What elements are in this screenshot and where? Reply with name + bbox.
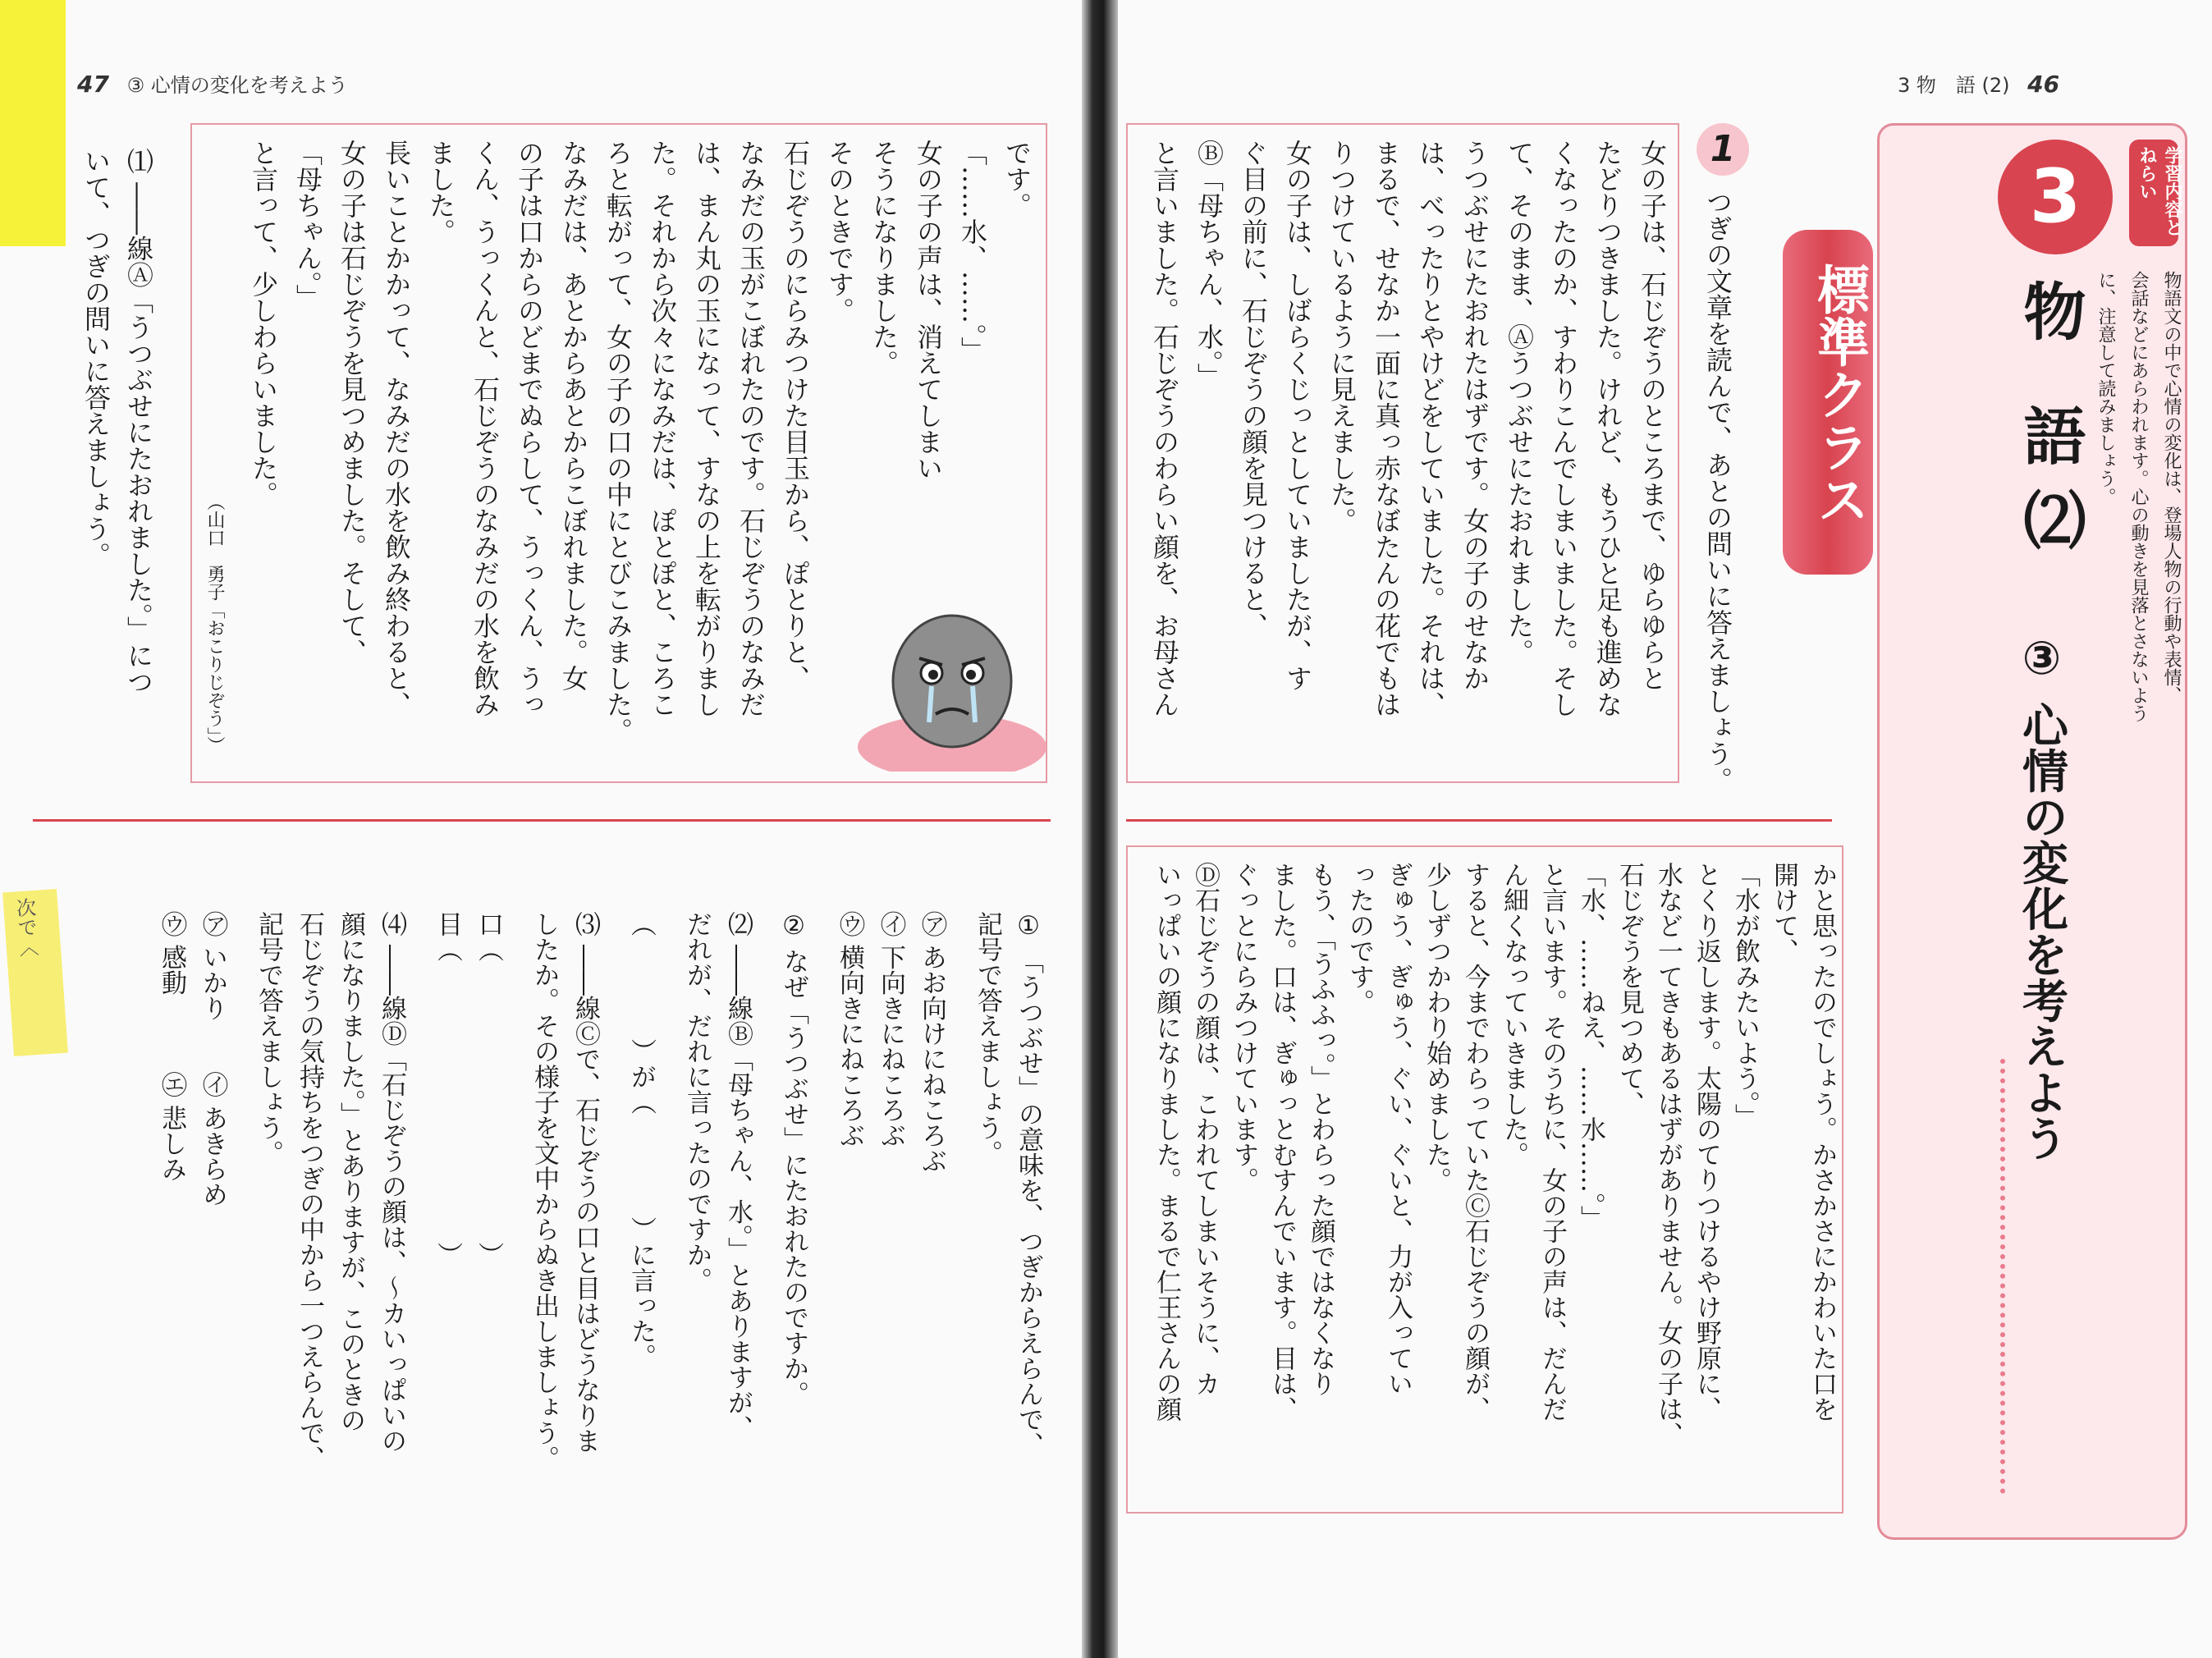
aims-line: 会話などにあらわれます。心の動きを見落とさないよう	[2128, 271, 2149, 722]
left-section-title: ③ 心情の変化を考えよう	[126, 74, 348, 97]
passage-line: ぐ目の前に、石じぞうの顔を見つけると、	[1238, 140, 1269, 639]
passage-line: すると、今までわらっていたⒸ石じぞうの顔が、	[1460, 862, 1490, 1422]
question-2: だれが、だれに言ったのですか。	[682, 911, 712, 1293]
passage-line: Ⓑ「母ちゃん、水。」	[1193, 140, 1225, 389]
passage-line: 「水、……ねえ、……水……。」	[1576, 862, 1605, 1231]
question-4: ⑷ ――線Ⓓ「石じぞうの顔は、～カいっぱいの	[377, 911, 406, 1454]
passage-line: て、そのまま、Ⓐうつぶせにたおれました。	[1504, 140, 1535, 665]
choice: ㋐ いかり ㋑ あきらめ	[198, 911, 227, 1207]
passage-line: ぎゅう、ぎゅう、ぐい、ぐいと、力が入ってい	[1383, 862, 1413, 1396]
right-section-title: 3 物 語 (2)	[1898, 74, 2010, 97]
passage-line: 開けて、	[1769, 862, 1798, 964]
passage-line: ろと転がって、女の子の口の中にとびこみました。	[602, 140, 634, 744]
passage-line: は、べったりとやけどをしていました。それは、	[1415, 140, 1446, 717]
unit-number-badge: 3	[1998, 140, 2113, 254]
passage-line: と言います。そのうちに、女の子の声は、だんだ	[1537, 862, 1567, 1422]
section-divider-right	[1126, 819, 1832, 822]
left-header	[77, 69, 348, 98]
choice: ㋑ 下向きにねころぶ	[876, 911, 905, 1148]
passage-line: は、まん丸の玉になって、すなの上を転がりまし	[691, 140, 722, 717]
standard-class-banner	[1783, 230, 1873, 575]
passage-line: たどりつきました。けれど、もうひと足も進めな	[1592, 140, 1624, 717]
problem-instruction: つぎの文章を読んで、あとの問いに答えましょう。	[1702, 189, 1733, 793]
crying-jizo-illustration	[854, 607, 1051, 772]
passage-line: 石じぞうのにらみつけた目玉から、ぽとりと、	[780, 140, 811, 691]
question-line: いて、つぎの問いに答えましょう。	[80, 148, 112, 568]
sticky-note	[2, 889, 68, 1056]
passage-line: ました。	[425, 140, 456, 245]
answer-blank[interactable]: 目（ ）	[433, 911, 462, 1267]
question-line: ⑴ ――線Ⓐ「うつぶせにたおれました。」につ	[123, 148, 154, 695]
passage-line: うつぶせにたおれたはずです。女の子のせなか	[1459, 140, 1491, 691]
question-3: したか。その様子を文中からぬき出しましょう。	[529, 911, 559, 1471]
passage-line: 長いことかかって、なみだの水を飲み終わると、	[381, 140, 412, 717]
passage-line: そうになりました。	[868, 140, 900, 376]
left-page	[0, 0, 1082, 1658]
passage-right-bottom	[1129, 862, 1835, 1502]
question-1-2: ② なぜ「うつぶせ」にたおれたのですか。	[779, 911, 808, 1407]
book-gutter	[1082, 0, 1118, 1658]
section-divider	[33, 819, 1051, 822]
answer-blank[interactable]: （ ）が（ ）に言った。	[626, 911, 656, 1369]
passage-line: た。それから次々になみだは、ぽとぽと、ころこ	[647, 140, 678, 717]
right-page-number: 46	[2027, 71, 2060, 98]
passage-line: 女の子は、しばらくじっとしていましたが、す	[1282, 140, 1313, 691]
passage-line: 水など一てきもあるはずがありません。女の子は、	[1653, 862, 1683, 1447]
question-4: 石じぞうの気持ちをつぎの中から一つえらんで、	[295, 911, 324, 1471]
passage-line: りつけているように見えました。	[1326, 140, 1358, 534]
passage-line: と言いました。石じぞうのわらい顔を、お母さん	[1149, 140, 1180, 717]
question-1-1: 記号で答えましょう。	[973, 911, 1002, 1166]
passage-line: です。	[1001, 140, 1033, 218]
left-page-number: 47	[77, 71, 109, 98]
question-1-intro	[74, 148, 156, 804]
question-2: ⑵ ――線Ⓑ「母ちゃん、水。」とありますが、	[723, 911, 753, 1441]
passage-line: の子は口からのどまでぬらして、うっくん、うっ	[514, 140, 545, 717]
passage-line: Ⓓ石じぞうの顔は、こわれてしまいそうに、カ	[1190, 862, 1220, 1396]
passage-line: まるで、せなか一面に真っ赤なぼたんの花でもは	[1371, 140, 1402, 717]
passage-line: 「母ちゃん。」	[292, 140, 323, 310]
source-citation: （山口 勇子「おこりじぞう」）	[204, 492, 225, 754]
passage-line: なみだは、あとからあとからこぼれました。女	[558, 140, 589, 691]
answer-blank[interactable]: 口（ ）	[474, 911, 503, 1267]
question-4: 記号で答えましょう。	[254, 911, 283, 1166]
passage-right-top	[1129, 140, 1671, 772]
passage-line: そのときです。	[824, 140, 855, 323]
passage-line: いっぱいの顔になりました。まるで仁王さんの顔	[1152, 862, 1181, 1422]
aims-text	[2072, 271, 2182, 927]
question-1-1: ① 「うつぶせ」の意味を、つぎからえらんで、	[1014, 911, 1043, 1458]
passage-line: と言って、少しわらいました。	[248, 140, 279, 507]
banner-text: 標準クラス	[1808, 263, 1869, 525]
passage-line: なみだの玉がこぼれたのです。石じぞうのなみだ	[735, 140, 767, 717]
passage-line: ん細くなっていきました。	[1499, 862, 1528, 1167]
passage-line: くなったのか、すわりこんでしまいました。そし	[1548, 140, 1579, 717]
passage-line: 女の子は石じぞうを見つめました。そして、	[337, 140, 368, 665]
highlight-marker	[0, 0, 66, 246]
right-header	[1898, 69, 2059, 98]
passage-line: ぐっとにらみつけています。	[1229, 862, 1258, 1193]
problem-number: 1	[1697, 123, 1749, 176]
unit-subtitle: ③ 心情の変化を考えよう	[2015, 632, 2068, 1161]
choice: ㋒ 横向きにねころぶ	[835, 911, 864, 1148]
aims-label-box	[2129, 140, 2182, 246]
passage-line: 女の子は、石じぞうのところまで、ゆらゆらと	[1637, 140, 1668, 691]
passage-line: ました。口は、ぎゅっとむすんでいます。目は、	[1267, 862, 1297, 1422]
passage-line: 石じぞうを見つめて、	[1614, 862, 1644, 1116]
aims-line: 物語文の中で心情の変化は、登場人物の行動や表情、	[2161, 271, 2182, 704]
passage-line: 少しずつかわり始めました。	[1422, 862, 1451, 1193]
passage-line: 「……水、……。」	[957, 140, 988, 363]
aims-line: に、注意して読みましょう。	[2095, 271, 2116, 506]
questions-area	[66, 911, 1051, 1633]
passage-line: 「水が飲みたいよう。」	[1730, 862, 1760, 1129]
passage-line: ったのです。	[1344, 862, 1374, 1014]
question-4: 顔になりました。」とありますが、このときの	[336, 911, 365, 1433]
passage-line: もう、「うふふっ。」とわらった顔ではなくなり	[1306, 862, 1335, 1396]
choice: ㋐ あお向けにねころぶ	[917, 911, 946, 1174]
passage-line: かと思ったのでしょう。かさかさにかわいた口を	[1807, 862, 1837, 1422]
passage-line: 女の子の声は、消えてしまい	[913, 140, 944, 481]
choice: ㋒ 感動 ㋓ 悲しみ	[157, 911, 186, 1182]
sticky-note-text: 次で〈	[11, 896, 39, 958]
jizo-head	[893, 616, 1011, 747]
passage-line: くん、うっくんと、石じぞうのなみだの水を飲み	[469, 140, 501, 717]
aims-label: 学習内容とねらい	[2136, 146, 2182, 236]
question-3: ⑶ ――線Ⓒで、石じぞうの口と目はどうなりま	[570, 911, 600, 1454]
right-page	[1118, 0, 2212, 1658]
passage-line: とくり返します。太陽のてりつけるやけ野原に、	[1692, 862, 1721, 1422]
dotted-divider	[2000, 1059, 2010, 1494]
unit-title: 物 語 ⑵	[2013, 279, 2086, 551]
